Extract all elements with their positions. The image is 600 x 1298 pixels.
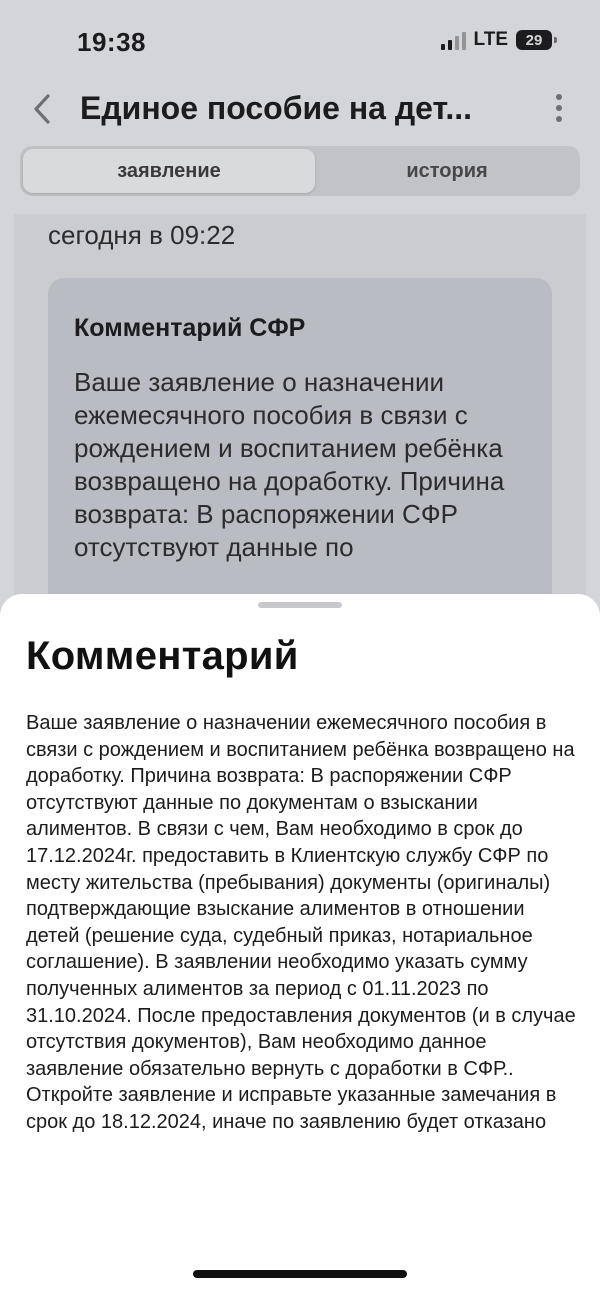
sheet-comment-text: Ваше заявление о назначении ежемесячного пособия в связи с рождением и воспитанием ребёнка возвращено на доработку. Причина возврата: В распоряжении СФР отсутствуют данные по документам о взыскании алиментов. В связи с чем, Вам необходимо в срок до 17.12.2024г. предоставить в Клиентскую службу СФР по месту жительства (пребывания) документы (оригиналы) подтверждающие взыскание алиментов в отношении детей (решение суда, судебный приказ, нотариальное соглашение). В заявлении необходимо указать сумму полученных алиментов за период с 01.11.2023 по 31.10.2024. После предоставления документов (и в случае отсутствия документов), Вам необходимо данное заявление обязательно вернуть с доработки в СФР.. Откройте заявление и исправьте указанные замечания в срок до 18.12.2024, иначе по заявлению будет отказано xyxy=(26,712,576,1133)
segmented-control xyxy=(20,146,580,196)
signal-icon xyxy=(441,30,466,50)
battery-icon xyxy=(516,30,552,50)
home-indicator[interactable] xyxy=(193,1270,407,1278)
tab-history[interactable]: история xyxy=(406,159,488,182)
entry-date: сегодня в 09:22 xyxy=(48,220,236,250)
status-indicators xyxy=(441,29,552,51)
tab-application[interactable]: заявление xyxy=(23,149,315,193)
page-title: Единое пособие на дет... xyxy=(80,90,473,126)
network-type: LTE xyxy=(473,29,508,50)
sheet-title: Комментарий xyxy=(26,634,299,678)
sheet-grabber-handle[interactable] xyxy=(258,602,342,608)
comment-bottom-sheet xyxy=(0,594,600,1298)
status-time: 19:38 xyxy=(77,27,146,57)
battery-level: 29 xyxy=(525,31,543,49)
nav-bar xyxy=(0,80,600,144)
comment-card[interactable] xyxy=(48,278,552,614)
comment-card-text: Ваше заявление о назначении ежемесячного пособия в связи с рождением и воспитанием ребёнка возвращено на доработку. Причина возврата: В распоряжении СФР отсутствуют данные по xyxy=(74,367,505,562)
history-content xyxy=(0,214,600,614)
chevron-left-icon[interactable] xyxy=(30,92,56,126)
more-vertical-icon[interactable] xyxy=(552,94,566,128)
comment-card-title: Комментарий СФР xyxy=(74,314,306,342)
status-bar xyxy=(0,0,600,80)
